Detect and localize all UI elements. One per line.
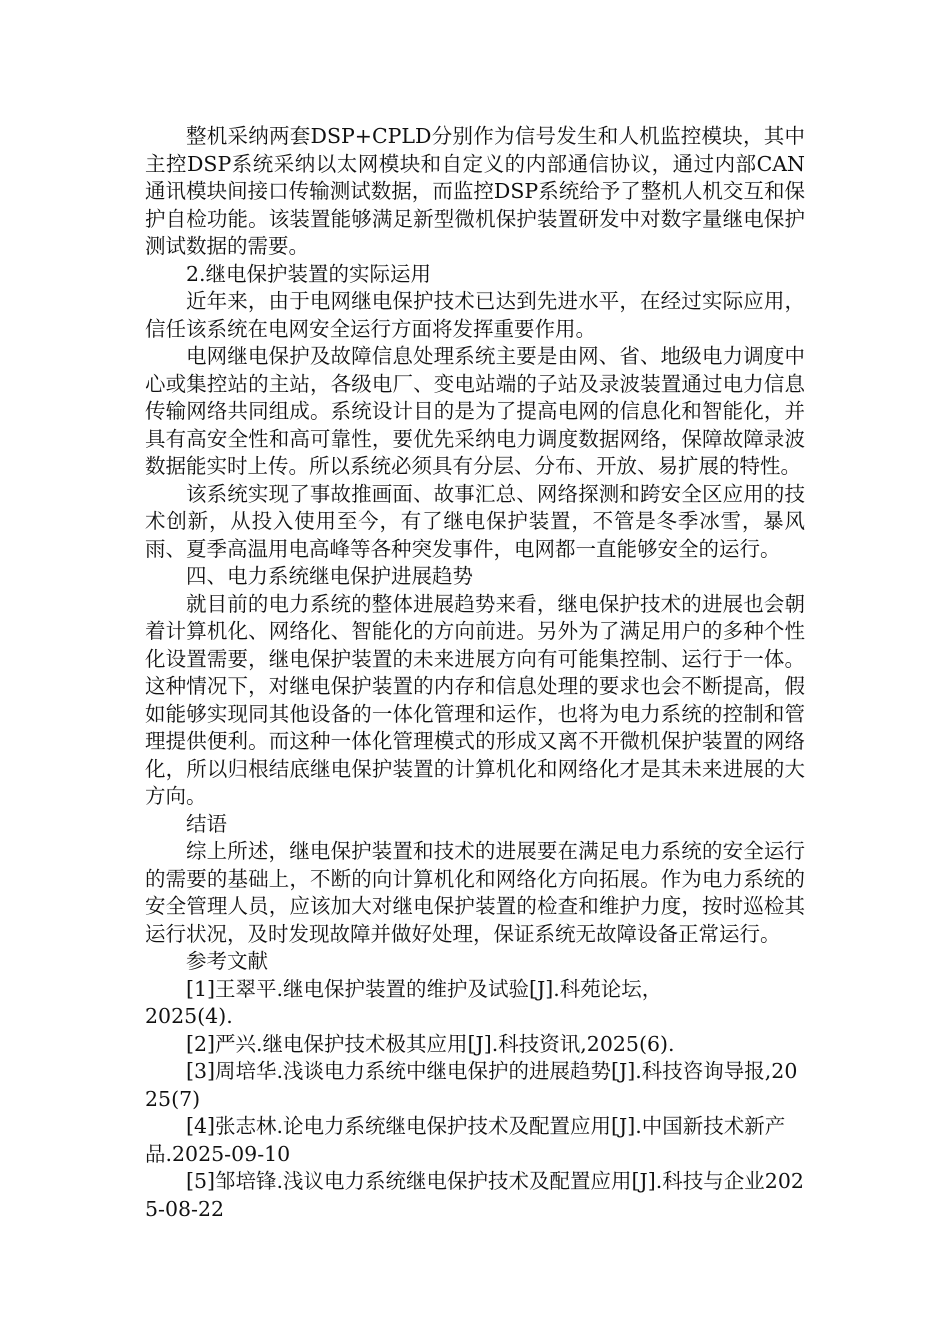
section-heading-conclusion: 结语 bbox=[186, 811, 227, 836]
paragraph-development-trend: 就目前的电力系统的整体进展趋势来看，继电保护技术的进展也会朝着计算机化、网络化、智能化的方向前进。另外为了满足用户的多种个性化设置需要，继电保护装置的未来进展方向有可能集控制、运行于一体。这种情况下，对继电保护装置的内存和信息处理的要求也会不断提高，假如能够实现同其他设备的一体化管理和运作，也将为电力系统的控制和管理提供便利。而这种一体化管理模式的形成又离不开微机保护装置的网络化，所以归根结底继电保护装置的计算机化和网络化才是其未来进展的大方向。 bbox=[145, 591, 805, 808]
paragraph-recent-years: 近年来，由于电网继电保护技术已达到先进水平，在经过实际应用，信任该系统在电网安全运行方面将发挥重要作用。 bbox=[145, 289, 805, 341]
reference-item-4: [4]张志林.论电力系统继电保护技术及配置应用[J].中国新技术新产品.2025-09-10 bbox=[145, 1114, 786, 1166]
section-heading-application: 2.继电保护装置的实际运用 bbox=[186, 261, 432, 286]
reference-item-5: [5]邹培锋.浅议电力系统继电保护技术及配置应用[J].科技与企业2025-08-22 bbox=[145, 1169, 804, 1221]
reference-item-1-continuation bbox=[145, 1003, 805, 1031]
paragraph-dsp-design: 整机采纳两套DSP+CPLD分别作为信号发生和人机监控模块，其中主控DSP系统采纳以太网模块和自定义的内部通信协议，通过内部CAN通讯模块间接口传输测试数据，而监控DSP系统给予了整机人机交互和保护自检功能。该装置能够满足新型微机保护装置研发中对数字量继电保护测试数据的需要。 bbox=[145, 124, 805, 258]
reference-item-1 bbox=[145, 976, 805, 1004]
document-page bbox=[145, 123, 805, 1223]
paragraph-system-innovation: 该系统实现了事故推画面、故事汇总、网络探测和跨安全区应用的技术创新，从投入使用至今，有了继电保护装置，不管是冬季冰雪，暴风雨、夏季高温用电高峰等各种突发事件，电网都一直能够安全的运行。 bbox=[145, 481, 805, 561]
section-heading-trends: 四、电力系统继电保护进展趋势 bbox=[186, 564, 473, 588]
paragraph-system-composition: 电网继电保护及故障信息处理系统主要是由网、省、地级电力调度中心或集控站的主站，各级电厂、变电站端的子站及录波装置通过电力信息传输网络共同组成。系统设计目的是为了提高电网的信息化和智能化，并具有高安全性和高可靠性，要优先采纳电力调度数据网络，保障故障录波数据能实时上传。所以系统必须具有分层、分布、开放、易扩展的特性。 bbox=[145, 344, 805, 478]
reference-item-2: [2]严兴.继电保护技术极其应用[J].科技资讯,2025(6). bbox=[186, 1031, 675, 1056]
paragraph-conclusion: 综上所述，继电保护装置和技术的进展要在满足电力系统的安全运行的需要的基础上，不断的向计算机化和网络化方向拓展。作为电力系统的安全管理人员，应该加大对继电保护装置的检查和维护力度，按时巡检其运行状况，及时发现故障并做好处理，保证系统无故障设备正常运行。 bbox=[145, 839, 805, 946]
reference-1-line-1: [1]王翠平.继电保护装置的维护及试验[J].科苑论坛， bbox=[186, 976, 663, 1001]
reference-1-line-2: 2025(4). bbox=[145, 1004, 233, 1028]
section-heading-references: 参考文献 bbox=[186, 949, 268, 973]
reference-item-3: [3]周培华.浅谈电力系统中继电保护的进展趋势[J].科技咨询导报,2025(7) bbox=[145, 1059, 798, 1111]
